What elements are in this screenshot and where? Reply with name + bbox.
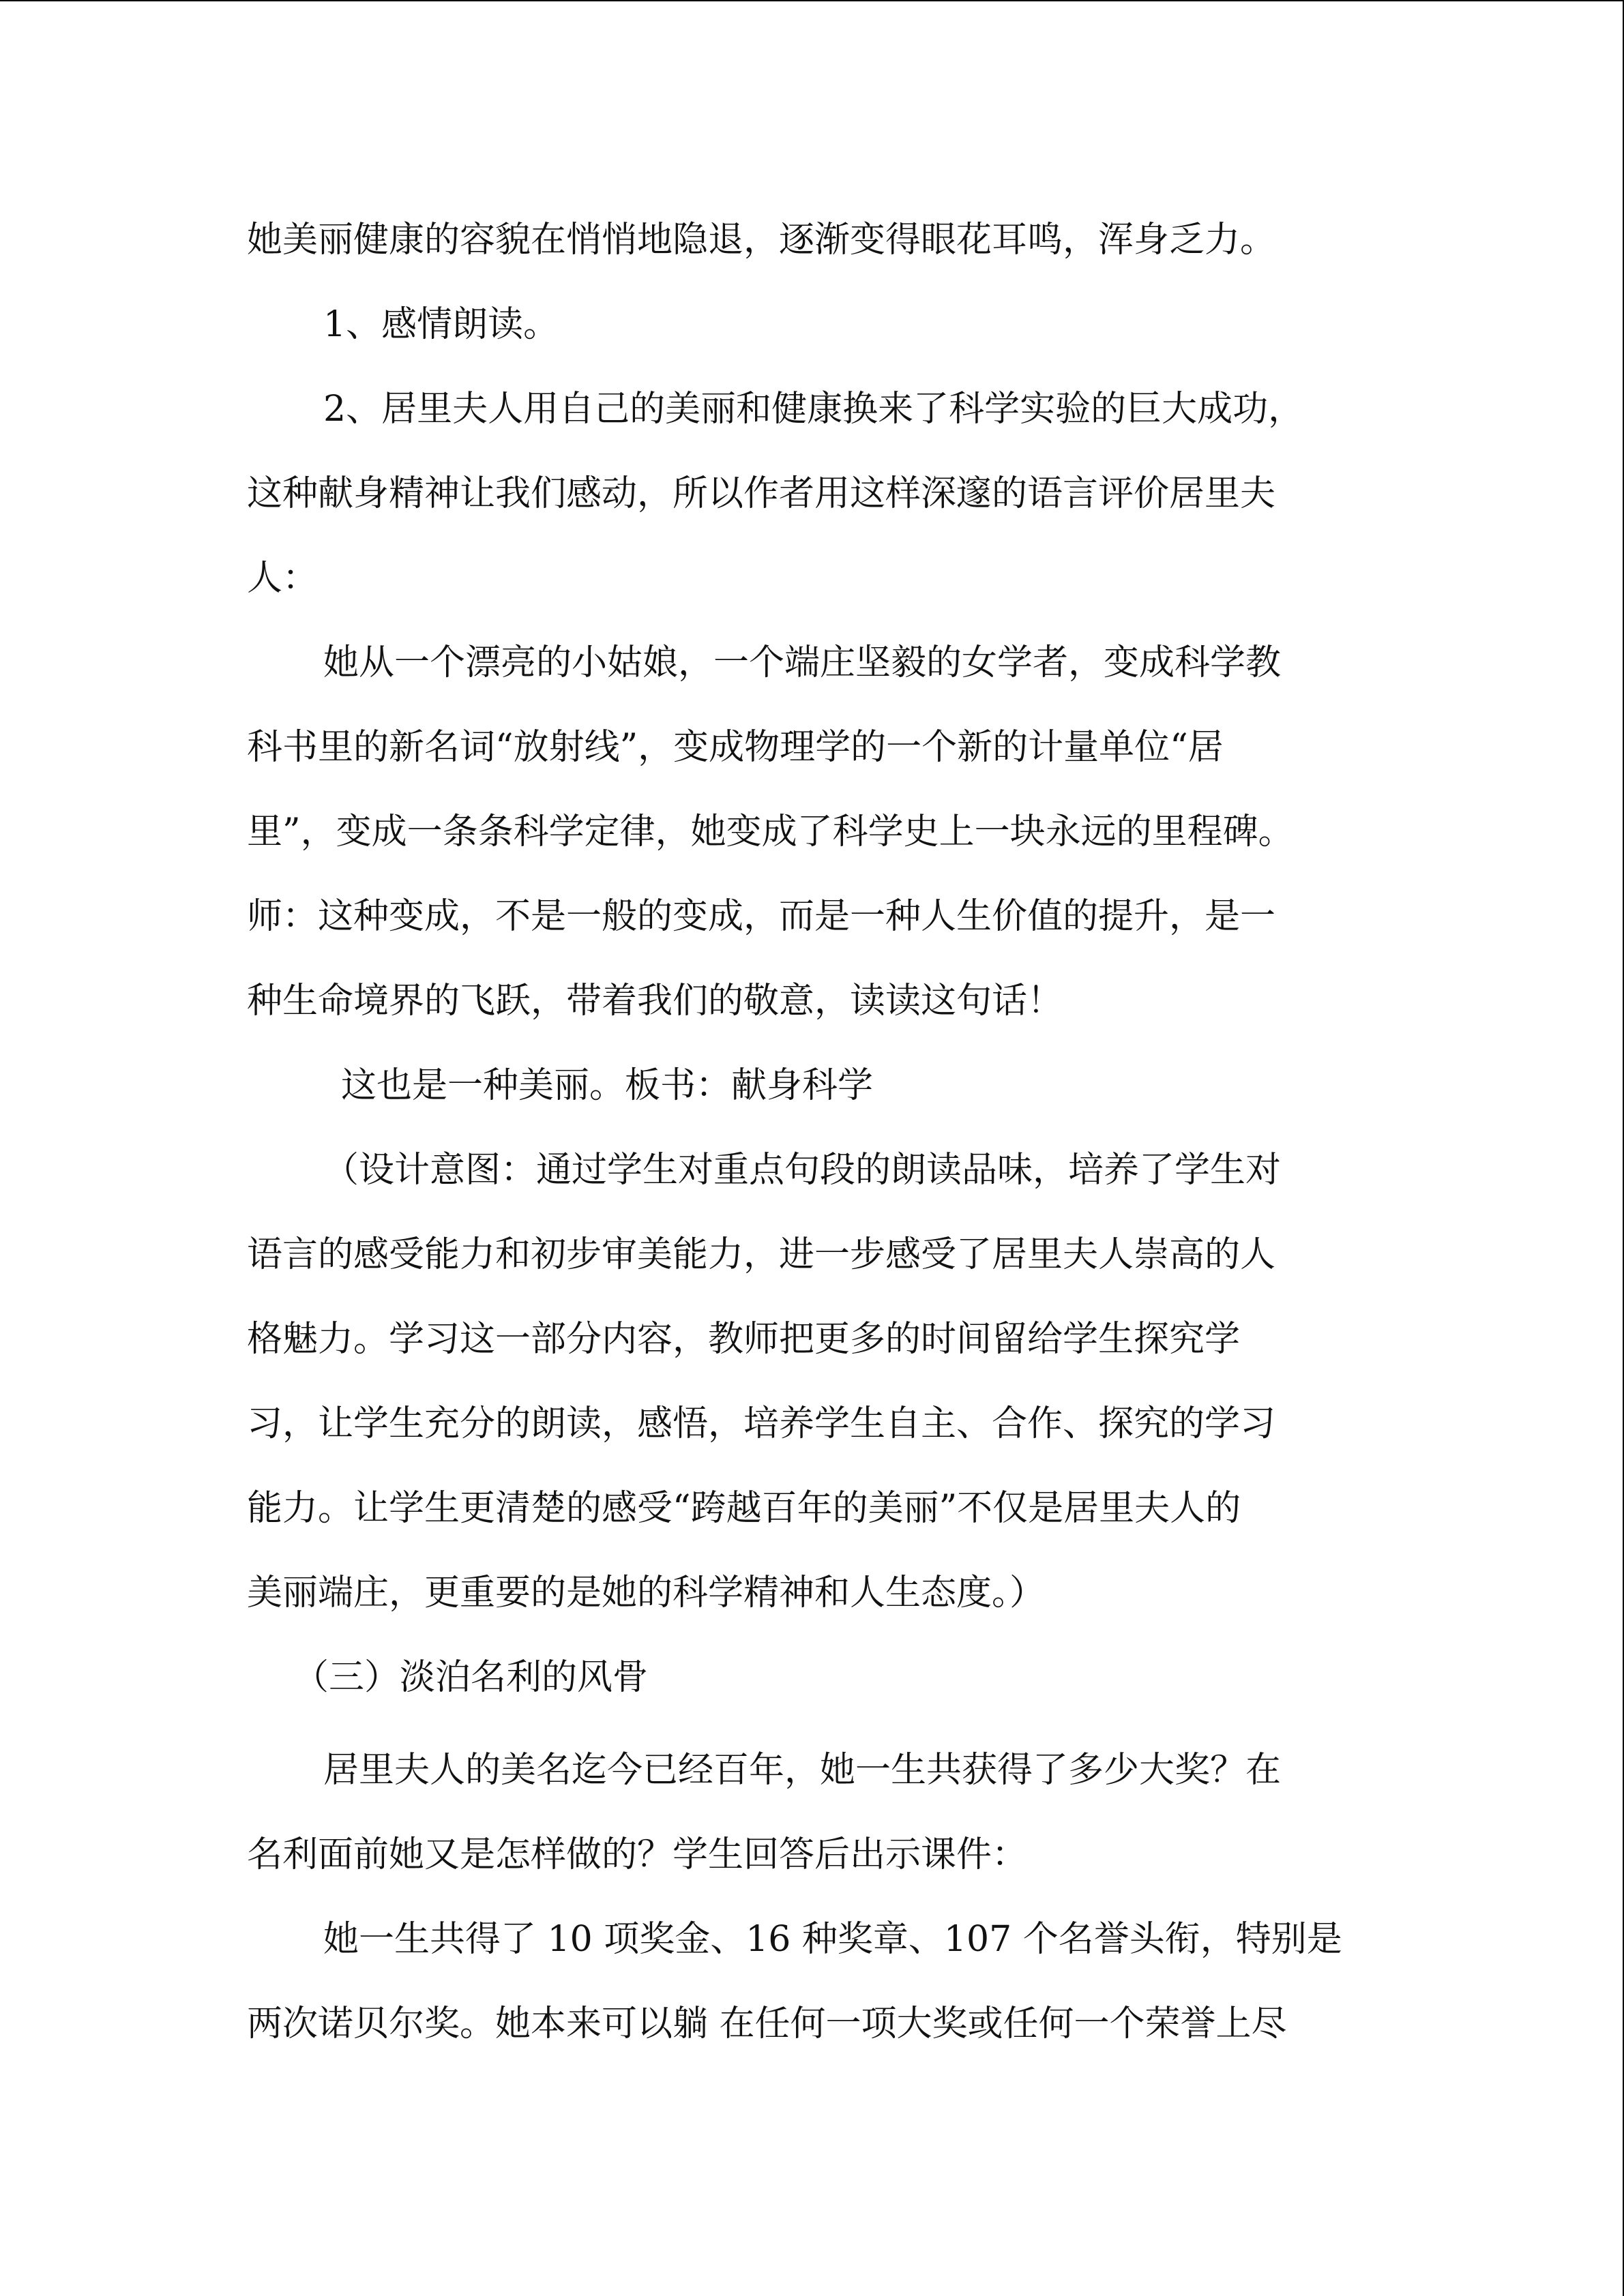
- text-line: 科书里的新名词“放射线”，变成物理学的一个新的计量单位“居: [247, 727, 1224, 768]
- text-line: 她一生共得了 10 项奖金、16 种奖章、107 个名誉头衔，特别是: [323, 1919, 1342, 1960]
- text-line: 名利面前她又是怎样做的？学生回答后出示课件：: [247, 1834, 1028, 1875]
- text-line: 习，让学生充分的朗读，感悟，培养学生自主、合作、探究的学习: [247, 1403, 1276, 1444]
- section-heading: （三）淡泊名利的风骨: [293, 1657, 649, 1698]
- text-line: 2、居里夫人用自己的美丽和健康换来了科学实验的巨大成功，: [323, 389, 1304, 430]
- text-line: 美丽端庄，更重要的是她的科学精神和人生态度。）: [247, 1572, 1046, 1613]
- text-line: 格魅力。学习这一部分内容，教师把更多的时间留给学生探究学: [247, 1319, 1241, 1360]
- text-line: 她从一个漂亮的小姑娘，一个端庄坚毅的女学者，变成科学教: [323, 642, 1282, 683]
- text-line: 语言的感受能力和初步审美能力，进一步感受了居里夫人崇高的人: [247, 1234, 1276, 1275]
- text-line: 居里夫人的美名迄今已经百年，她一生共获得了多少大奖？在: [323, 1750, 1282, 1791]
- text-line: 这种献身精神让我们感动，所以作者用这样深邃的语言评价居里夫: [247, 473, 1276, 514]
- text-line: 1、感情朗读。: [323, 304, 559, 345]
- text-line: 两次诺贝尔奖。她本来可以躺 在任何一项大奖或任何一个荣誉上尽: [247, 2003, 1287, 2044]
- text-line: 她美丽健康的容貌在悄悄地隐退，逐渐变得眼花耳鸣，浑身乏力。: [247, 220, 1276, 260]
- text-line: 这也是一种美丽。板书：献身科学: [341, 1065, 874, 1106]
- text-line: 师：这种变成，不是一般的变成，而是一种人生价值的提升，是一: [247, 896, 1276, 937]
- text-line: 里”，变成一条条科学定律，她变成了科学史上一块永远的里程碑。: [247, 811, 1294, 852]
- text-line: 能力。让学生更清楚的感受“跨越百年的美丽”不仅是居里夫人的: [247, 1488, 1241, 1529]
- text-line: 种生命境界的飞跃，带着我们的敬意，读读这句话！: [247, 981, 1063, 1022]
- text-line: 人：: [247, 558, 319, 599]
- text-line: （设计意图：通过学生对重点句段的朗读品味，培养了学生对: [323, 1150, 1282, 1191]
